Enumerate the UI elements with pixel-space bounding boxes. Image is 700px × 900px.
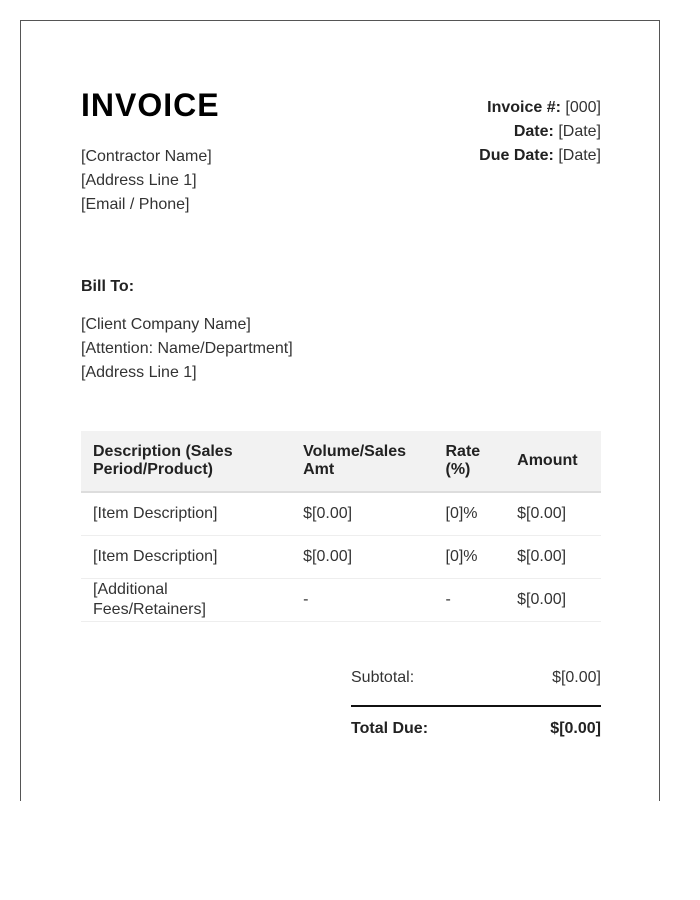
subtotal-label: Subtotal: <box>351 669 415 686</box>
contractor-name: [Contractor Name] <box>81 148 212 165</box>
total-due-row <box>351 707 601 741</box>
invoice-date-value: [Date] <box>558 123 601 140</box>
header-amount: Amount <box>505 431 601 492</box>
cell-amount: $[0.00] <box>505 536 601 579</box>
cell-amount: $[0.00] <box>505 492 601 536</box>
cell-description: [Item Description] <box>81 492 291 536</box>
cell-rate: - <box>434 579 506 622</box>
bill-to-label: Bill To: <box>81 278 135 295</box>
total-due-value: $[0.00] <box>550 720 601 737</box>
invoice-number-value: [000] <box>565 99 601 116</box>
totals-section <box>351 661 601 741</box>
cell-rate: [0]% <box>434 536 506 579</box>
due-date-row <box>479 144 601 168</box>
cell-amount: $[0.00] <box>505 579 601 622</box>
header-description: Description (Sales Period/Product) <box>81 431 291 492</box>
subtotal-row <box>351 661 601 707</box>
due-date-value: [Date] <box>558 147 601 164</box>
invoice-date-label: Date: <box>513 123 554 140</box>
client-company: [Client Company Name] <box>81 316 251 333</box>
contractor-contact: [Email / Phone] <box>81 196 190 213</box>
invoice-page <box>20 20 660 801</box>
line-items-table <box>81 431 601 622</box>
cell-description: [Additional Fees/Retainers] <box>81 579 291 622</box>
invoice-number-label: Invoice #: <box>487 99 561 116</box>
table-row <box>81 536 601 579</box>
header-volume: Volume/Sales Amt <box>291 431 433 492</box>
invoice-title: INVOICE <box>81 87 220 123</box>
table-header-row <box>81 431 601 492</box>
table-row <box>81 579 601 622</box>
due-date-label: Due Date: <box>479 147 554 164</box>
client-info <box>81 313 293 385</box>
client-attention: [Attention: Name/Department] <box>81 340 293 357</box>
cell-volume: $[0.00] <box>291 536 433 579</box>
cell-description: [Item Description] <box>81 536 291 579</box>
cell-rate: [0]% <box>434 492 506 536</box>
subtotal-value: $[0.00] <box>552 669 601 686</box>
cell-volume: $[0.00] <box>291 492 433 536</box>
total-due-label: Total Due: <box>351 720 429 737</box>
invoice-number-row <box>479 96 601 120</box>
contractor-info <box>81 145 212 217</box>
table-row <box>81 492 601 536</box>
cell-volume: - <box>291 579 433 622</box>
invoice-date-row <box>479 120 601 144</box>
client-address: [Address Line 1] <box>81 364 197 381</box>
invoice-meta <box>479 96 601 168</box>
header-rate: Rate (%) <box>434 431 506 492</box>
contractor-address: [Address Line 1] <box>81 172 197 189</box>
